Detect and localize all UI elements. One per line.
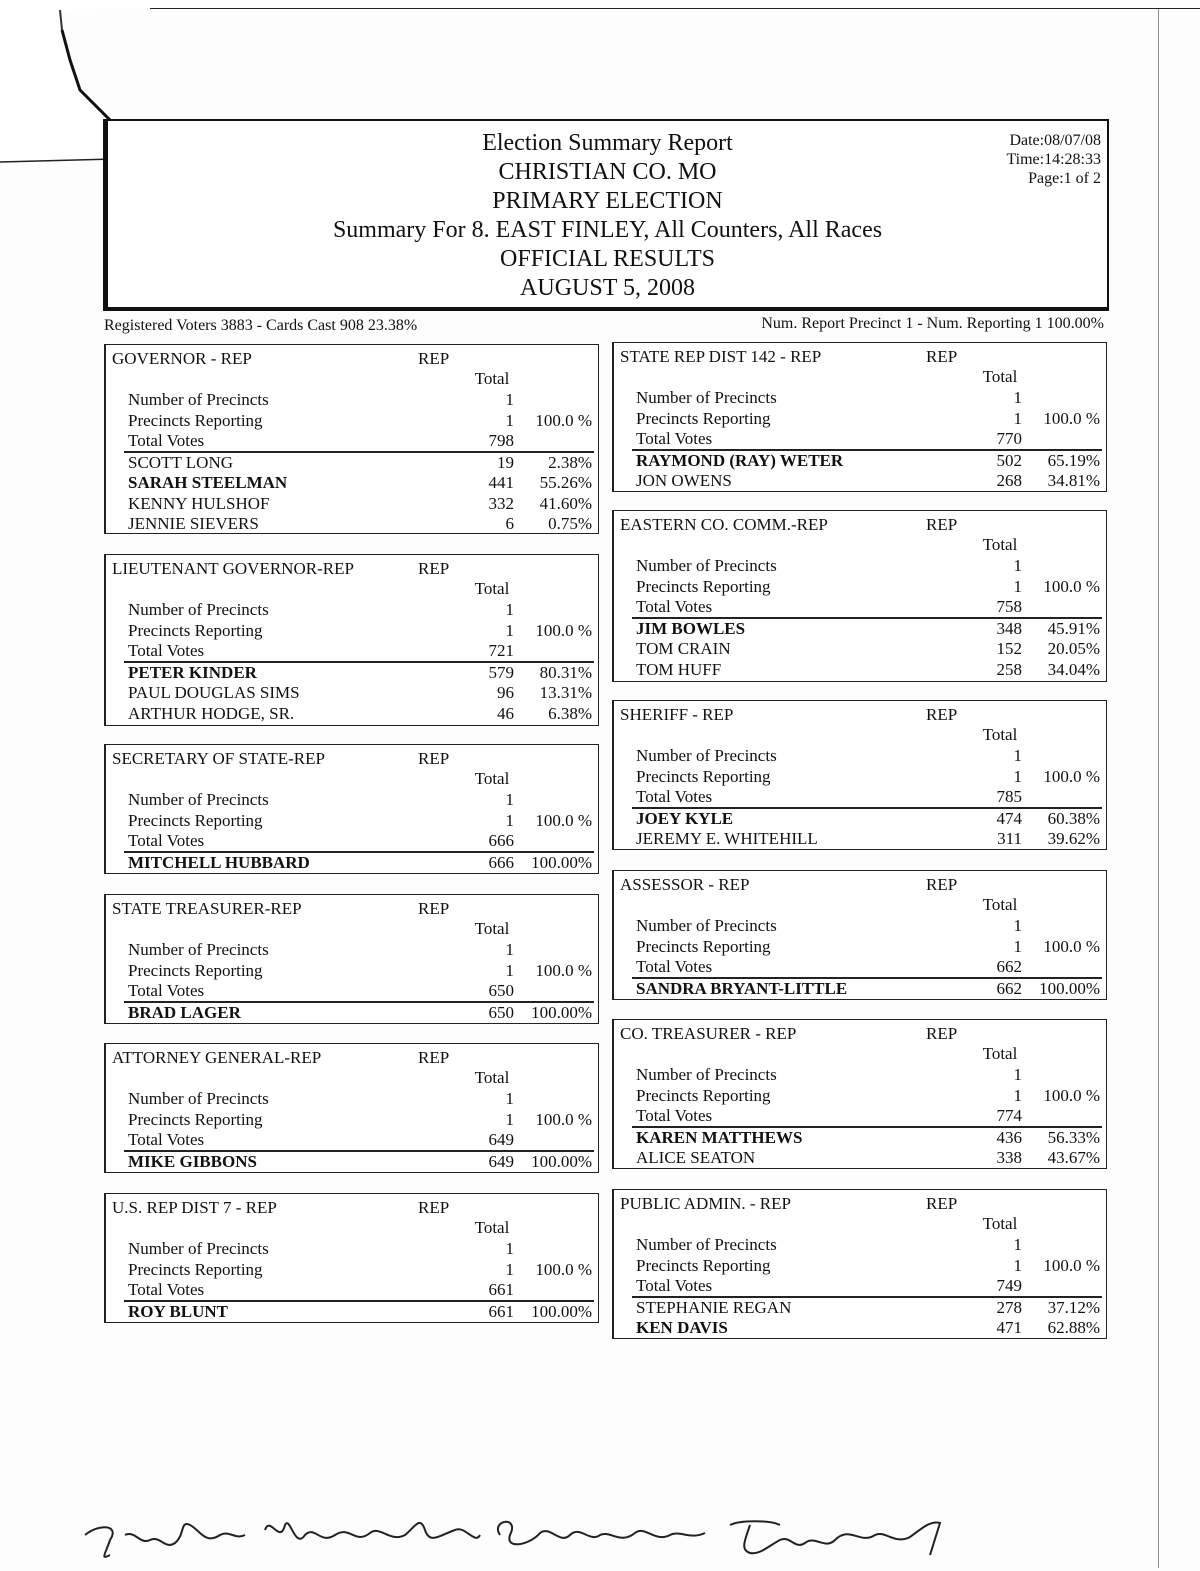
- race-box: [612, 342, 1107, 492]
- candidate-name: KENNY HULSHOF: [128, 493, 270, 513]
- row-label: Total Votes: [636, 597, 713, 616]
- race-box: [612, 1189, 1107, 1339]
- row-value: 770: [996, 429, 1022, 448]
- row-value: 1: [505, 410, 514, 430]
- candidate-row: [614, 1128, 1106, 1148]
- row-label: Precincts Reporting: [636, 576, 771, 596]
- candidate-row: [614, 451, 1106, 471]
- reporting-row: [106, 961, 598, 981]
- race-title: LIEUTENANT GOVERNOR-REP: [112, 559, 354, 578]
- candidate-row: [106, 473, 598, 493]
- candidate-votes: 338: [996, 1148, 1022, 1167]
- candidate-percent: 55.26%: [539, 473, 592, 492]
- row-value: 1: [1013, 556, 1022, 575]
- reporting-row: [106, 411, 598, 431]
- total-votes-row: [106, 431, 598, 451]
- row-label: Precincts Reporting: [636, 1255, 771, 1275]
- row-label: Number of Precincts: [128, 1239, 269, 1258]
- row-label: Number of Precincts: [128, 790, 269, 809]
- candidate-name: PETER KINDER: [128, 662, 257, 682]
- row-value: 785: [996, 787, 1022, 806]
- row-value: 650: [488, 981, 514, 1000]
- page-edge-top: [150, 8, 1200, 9]
- row-percent: 100.0 %: [1043, 576, 1100, 596]
- row-label: Precincts Reporting: [128, 620, 263, 640]
- total-header: Total: [474, 369, 510, 388]
- race-title: GOVERNOR - REP: [112, 349, 252, 368]
- row-value: 1: [505, 940, 514, 959]
- candidate-row: [106, 663, 598, 683]
- candidate-row: [106, 514, 598, 534]
- race-box: [104, 554, 599, 726]
- race-box: [612, 510, 1107, 682]
- total-votes-row: [106, 641, 598, 661]
- candidate-percent: 100.00%: [531, 1002, 592, 1022]
- row-percent: 100.0 %: [535, 410, 592, 430]
- race-title: ATTORNEY GENERAL-REP: [112, 1048, 322, 1067]
- race-title: STATE TREASURER-REP: [112, 899, 302, 918]
- row-value: 1: [505, 810, 514, 830]
- reporting-row: [614, 1256, 1106, 1276]
- row-value: 1: [505, 390, 514, 409]
- candidate-votes: 152: [996, 639, 1022, 658]
- row-label: Total Votes: [128, 641, 205, 660]
- row-label: Number of Precincts: [636, 1235, 777, 1254]
- candidate-percent: 34.81%: [1047, 471, 1100, 490]
- row-label: Precincts Reporting: [128, 960, 263, 980]
- precincts-row: [106, 390, 598, 410]
- candidate-percent: 43.67%: [1047, 1148, 1100, 1167]
- candidate-percent: 100.00%: [531, 852, 592, 872]
- page-edge-right: [1158, 8, 1159, 1568]
- candidate-votes: 19: [497, 452, 514, 472]
- row-label: Precincts Reporting: [636, 1085, 771, 1105]
- candidate-percent: 13.31%: [539, 683, 592, 702]
- candidate-name: ALICE SEATON: [636, 1148, 756, 1167]
- candidate-votes: 502: [996, 450, 1022, 470]
- race-party: REP: [418, 1048, 450, 1067]
- race-title: STATE REP DIST 142 - REP: [620, 347, 822, 366]
- reporting-row: [106, 621, 598, 641]
- candidate-percent: 37.12%: [1047, 1297, 1100, 1317]
- candidate-name: RAYMOND (RAY) WETER: [636, 450, 844, 470]
- county-name: CHRISTIAN CO. MO: [498, 159, 717, 185]
- row-percent: 100.0 %: [535, 620, 592, 640]
- precincts-row: [106, 940, 598, 960]
- candidate-votes: 96: [497, 683, 514, 702]
- candidate-votes: 579: [488, 662, 514, 682]
- row-value: 1: [1013, 766, 1022, 786]
- row-value: 1: [505, 600, 514, 619]
- row-label: Number of Precincts: [128, 390, 269, 409]
- candidate-votes: 661: [488, 1301, 514, 1321]
- report-page: Page:1 of 2: [1028, 170, 1101, 187]
- row-value: 1: [505, 1259, 514, 1279]
- signatures: [80, 1505, 980, 1565]
- candidate-row: [614, 829, 1106, 849]
- election-date: AUGUST 5, 2008: [520, 275, 695, 301]
- candidate-votes: 471: [996, 1318, 1022, 1337]
- report-header: [103, 119, 1109, 311]
- precincts-row: [106, 1239, 598, 1259]
- reporting-row: [614, 767, 1106, 787]
- candidate-name: ARTHUR HODGE, SR.: [128, 703, 295, 723]
- precincts-row: [106, 600, 598, 620]
- row-label: Total Votes: [636, 787, 713, 806]
- candidate-row: [614, 809, 1106, 829]
- race-party: REP: [418, 349, 450, 368]
- candidate-name: KAREN MATTHEWS: [636, 1127, 803, 1147]
- candidate-name: SCOTT LONG: [128, 452, 233, 472]
- row-value: 1: [1013, 1085, 1022, 1105]
- candidate-name: MITCHELL HUBBARD: [128, 852, 310, 872]
- candidate-percent: 62.88%: [1047, 1318, 1100, 1337]
- total-votes-row: [614, 787, 1106, 807]
- precincts-row: [614, 1235, 1106, 1255]
- row-value: 1: [505, 960, 514, 980]
- candidate-votes: 436: [996, 1127, 1022, 1147]
- report-date: Date:08/07/08: [1009, 132, 1101, 149]
- candidate-percent: 34.04%: [1047, 659, 1100, 679]
- row-value: 649: [488, 1130, 514, 1149]
- row-label: Precincts Reporting: [636, 408, 771, 428]
- report-time: Time:14:28:33: [1006, 151, 1101, 168]
- race-party: REP: [926, 347, 958, 366]
- report-title: Election Summary Report: [482, 130, 733, 156]
- candidate-percent: 100.00%: [531, 1151, 592, 1171]
- row-label: Total Votes: [128, 981, 205, 1000]
- row-label: Total Votes: [128, 831, 205, 850]
- candidate-percent: 56.33%: [1047, 1127, 1100, 1147]
- candidate-name: SARAH STEELMAN: [128, 473, 288, 492]
- race-title: SHERIFF - REP: [620, 705, 734, 724]
- total-header: Total: [474, 579, 510, 598]
- precincts-row: [614, 388, 1106, 408]
- candidate-name: BRAD LAGER: [128, 1002, 241, 1022]
- candidate-row: [106, 1152, 598, 1172]
- candidate-percent: 6.38%: [548, 703, 592, 723]
- row-label: Total Votes: [128, 431, 205, 450]
- row-value: 1: [1013, 576, 1022, 596]
- candidate-name: STEPHANIE REGAN: [636, 1297, 792, 1317]
- race-title: CO. TREASURER - REP: [620, 1024, 797, 1043]
- candidate-name: PAUL DOUGLAS SIMS: [128, 683, 300, 702]
- candidate-votes: 666: [488, 852, 514, 872]
- row-value: 721: [488, 641, 514, 660]
- candidate-votes: 6: [505, 514, 514, 533]
- total-header: Total: [982, 1044, 1018, 1063]
- candidate-votes: 348: [996, 618, 1022, 638]
- row-percent: 100.0 %: [1043, 408, 1100, 428]
- candidate-name: TOM HUFF: [636, 659, 722, 679]
- row-value: 662: [996, 957, 1022, 976]
- row-percent: 100.0 %: [1043, 1085, 1100, 1105]
- total-votes-row: [614, 429, 1106, 449]
- reporting-row: [106, 1110, 598, 1130]
- row-value: 1: [1013, 1235, 1022, 1254]
- row-value: 1: [1013, 1065, 1022, 1084]
- row-percent: 100.0 %: [535, 810, 592, 830]
- row-value: 661: [488, 1280, 514, 1299]
- row-value: 1: [505, 1239, 514, 1258]
- row-label: Number of Precincts: [128, 600, 269, 619]
- race-box: [104, 1193, 599, 1323]
- row-label: Total Votes: [636, 1106, 713, 1125]
- candidate-row: [106, 494, 598, 514]
- candidate-row: [106, 1302, 598, 1322]
- race-party: REP: [418, 559, 450, 578]
- precinct-reporting-summary: Num. Report Precinct 1 - Num. Reporting 1 100.00%: [761, 315, 1104, 332]
- row-label: Precincts Reporting: [128, 410, 263, 430]
- election-name: PRIMARY ELECTION: [492, 188, 723, 214]
- total-header: Total: [982, 725, 1018, 744]
- race-title: ASSESSOR - REP: [620, 875, 750, 894]
- candidate-votes: 268: [996, 471, 1022, 490]
- candidate-percent: 60.38%: [1047, 808, 1100, 828]
- candidate-percent: 2.38%: [548, 452, 592, 472]
- row-label: Total Votes: [636, 1276, 713, 1295]
- row-label: Precincts Reporting: [128, 1109, 263, 1129]
- row-value: 758: [996, 597, 1022, 616]
- row-label: Number of Precincts: [636, 746, 777, 765]
- race-party: REP: [926, 1024, 958, 1043]
- candidate-percent: 100.00%: [1039, 978, 1100, 998]
- precincts-row: [106, 790, 598, 810]
- candidate-name: SANDRA BRYANT-LITTLE: [636, 978, 848, 998]
- row-label: Number of Precincts: [128, 1089, 269, 1108]
- row-value: 1: [505, 1109, 514, 1129]
- total-header: Total: [474, 1218, 510, 1237]
- race-party: REP: [418, 1198, 450, 1217]
- total-votes-row: [614, 957, 1106, 977]
- reporting-row: [614, 409, 1106, 429]
- total-votes-row: [614, 1106, 1106, 1126]
- candidate-percent: 39.62%: [1047, 829, 1100, 848]
- row-percent: 100.0 %: [1043, 936, 1100, 956]
- total-votes-row: [614, 597, 1106, 617]
- row-label: Number of Precincts: [636, 1065, 777, 1084]
- total-header: Total: [982, 1214, 1018, 1233]
- candidate-votes: 649: [488, 1151, 514, 1171]
- total-votes-row: [106, 981, 598, 1001]
- candidate-votes: 311: [997, 829, 1022, 848]
- race-box: [104, 344, 599, 534]
- row-percent: 100.0 %: [535, 960, 592, 980]
- row-label: Total Votes: [636, 429, 713, 448]
- candidate-row: [614, 639, 1106, 659]
- candidate-row: [614, 660, 1106, 680]
- candidate-votes: 474: [996, 808, 1022, 828]
- candidate-row: [106, 704, 598, 724]
- candidate-row: [614, 1148, 1106, 1168]
- candidate-row: [106, 683, 598, 703]
- candidate-votes: 332: [488, 493, 514, 513]
- row-percent: 100.0 %: [1043, 1255, 1100, 1275]
- candidate-row: [106, 1003, 598, 1023]
- candidate-row: [106, 453, 598, 473]
- row-label: Number of Precincts: [636, 556, 777, 575]
- candidate-row: [614, 619, 1106, 639]
- candidate-name: JOEY KYLE: [636, 808, 734, 828]
- candidate-percent: 20.05%: [1047, 639, 1100, 658]
- candidate-percent: 100.00%: [531, 1301, 592, 1321]
- row-percent: 100.0 %: [535, 1109, 592, 1129]
- row-label: Total Votes: [636, 957, 713, 976]
- race-box: [612, 1019, 1107, 1169]
- candidate-votes: 46: [497, 703, 514, 723]
- row-value: 666: [488, 831, 514, 850]
- candidate-votes: 662: [996, 978, 1022, 998]
- race-party: REP: [418, 899, 450, 918]
- row-label: Total Votes: [128, 1280, 205, 1299]
- candidate-votes: 650: [488, 1002, 514, 1022]
- candidate-percent: 45.91%: [1047, 618, 1100, 638]
- race-title: SECRETARY OF STATE-REP: [112, 749, 325, 768]
- candidate-name: ROY BLUNT: [128, 1301, 228, 1321]
- row-label: Precincts Reporting: [636, 936, 771, 956]
- race-box: [612, 700, 1107, 850]
- reporting-row: [106, 1260, 598, 1280]
- candidate-votes: 258: [996, 659, 1022, 679]
- candidate-votes: 278: [996, 1297, 1022, 1317]
- race-party: REP: [926, 705, 958, 724]
- row-value: 1: [1013, 408, 1022, 428]
- reporting-row: [614, 577, 1106, 597]
- row-value: 1: [505, 1089, 514, 1108]
- race-title: PUBLIC ADMIN. - REP: [620, 1194, 791, 1213]
- row-label: Number of Precincts: [128, 940, 269, 959]
- total-header: Total: [474, 769, 510, 788]
- candidate-row: [614, 979, 1106, 999]
- row-value: 1: [505, 620, 514, 640]
- row-value: 1: [1013, 746, 1022, 765]
- total-header: Total: [982, 535, 1018, 554]
- candidate-name: KEN DAVIS: [636, 1318, 728, 1337]
- candidate-name: JEREMY E. WHITEHILL: [636, 829, 818, 848]
- row-label: Number of Precincts: [636, 916, 777, 935]
- precincts-row: [614, 916, 1106, 936]
- total-header: Total: [474, 1068, 510, 1087]
- candidate-percent: 65.19%: [1047, 450, 1100, 470]
- race-title: EASTERN CO. COMM.-REP: [620, 515, 828, 534]
- candidate-percent: 41.60%: [539, 493, 592, 513]
- row-value: 1: [1013, 936, 1022, 956]
- reporting-row: [106, 811, 598, 831]
- precincts-row: [106, 1089, 598, 1109]
- total-votes-row: [106, 1130, 598, 1150]
- candidate-name: JENNIE SIEVERS: [128, 514, 259, 533]
- candidate-name: JON OWENS: [636, 471, 732, 490]
- candidate-name: JIM BOWLES: [636, 618, 746, 638]
- row-percent: 100.0 %: [535, 1259, 592, 1279]
- results-status: OFFICIAL RESULTS: [500, 246, 715, 272]
- summary-for: Summary For 8. EAST FINLEY, All Counters, All Races: [332, 217, 883, 243]
- candidate-row: [106, 853, 598, 873]
- total-header: Total: [982, 895, 1018, 914]
- precincts-row: [614, 556, 1106, 576]
- race-title: U.S. REP DIST 7 - REP: [112, 1198, 277, 1217]
- candidate-row: [614, 1298, 1106, 1318]
- precincts-row: [614, 1065, 1106, 1085]
- row-value: 774: [996, 1106, 1022, 1125]
- race-box: [104, 744, 599, 874]
- race-party: REP: [926, 1194, 958, 1213]
- row-label: Number of Precincts: [636, 388, 777, 407]
- row-label: Precincts Reporting: [128, 810, 263, 830]
- candidate-row: [614, 471, 1106, 491]
- registered-voters-summary: Registered Voters 3883 - Cards Cast 908 23.38%: [104, 317, 418, 334]
- row-value: 749: [996, 1276, 1022, 1295]
- total-votes-row: [106, 1280, 598, 1300]
- race-box: [104, 894, 599, 1024]
- row-value: 1: [1013, 916, 1022, 935]
- total-votes-row: [614, 1276, 1106, 1296]
- reporting-row: [614, 937, 1106, 957]
- total-votes-row: [106, 831, 598, 851]
- precincts-row: [614, 746, 1106, 766]
- total-header: Total: [982, 367, 1018, 386]
- candidate-percent: 80.31%: [539, 662, 592, 682]
- candidate-name: MIKE GIBBONS: [128, 1151, 257, 1171]
- race-party: REP: [418, 749, 450, 768]
- race-party: REP: [926, 515, 958, 534]
- row-label: Total Votes: [128, 1130, 205, 1149]
- row-value: 798: [488, 431, 514, 450]
- row-value: 1: [1013, 388, 1022, 407]
- candidate-row: [614, 1318, 1106, 1338]
- race-box: [612, 870, 1107, 1000]
- row-value: 1: [1013, 1255, 1022, 1275]
- row-percent: 100.0 %: [1043, 766, 1100, 786]
- row-value: 1: [505, 790, 514, 809]
- race-party: REP: [926, 875, 958, 894]
- candidate-votes: 441: [488, 473, 514, 492]
- row-label: Precincts Reporting: [636, 766, 771, 786]
- candidate-name: TOM CRAIN: [636, 639, 731, 658]
- candidate-percent: 0.75%: [548, 514, 592, 533]
- total-header: Total: [474, 919, 510, 938]
- row-label: Precincts Reporting: [128, 1259, 263, 1279]
- race-box: [104, 1043, 599, 1173]
- reporting-row: [614, 1086, 1106, 1106]
- report-meta: [1006, 131, 1101, 188]
